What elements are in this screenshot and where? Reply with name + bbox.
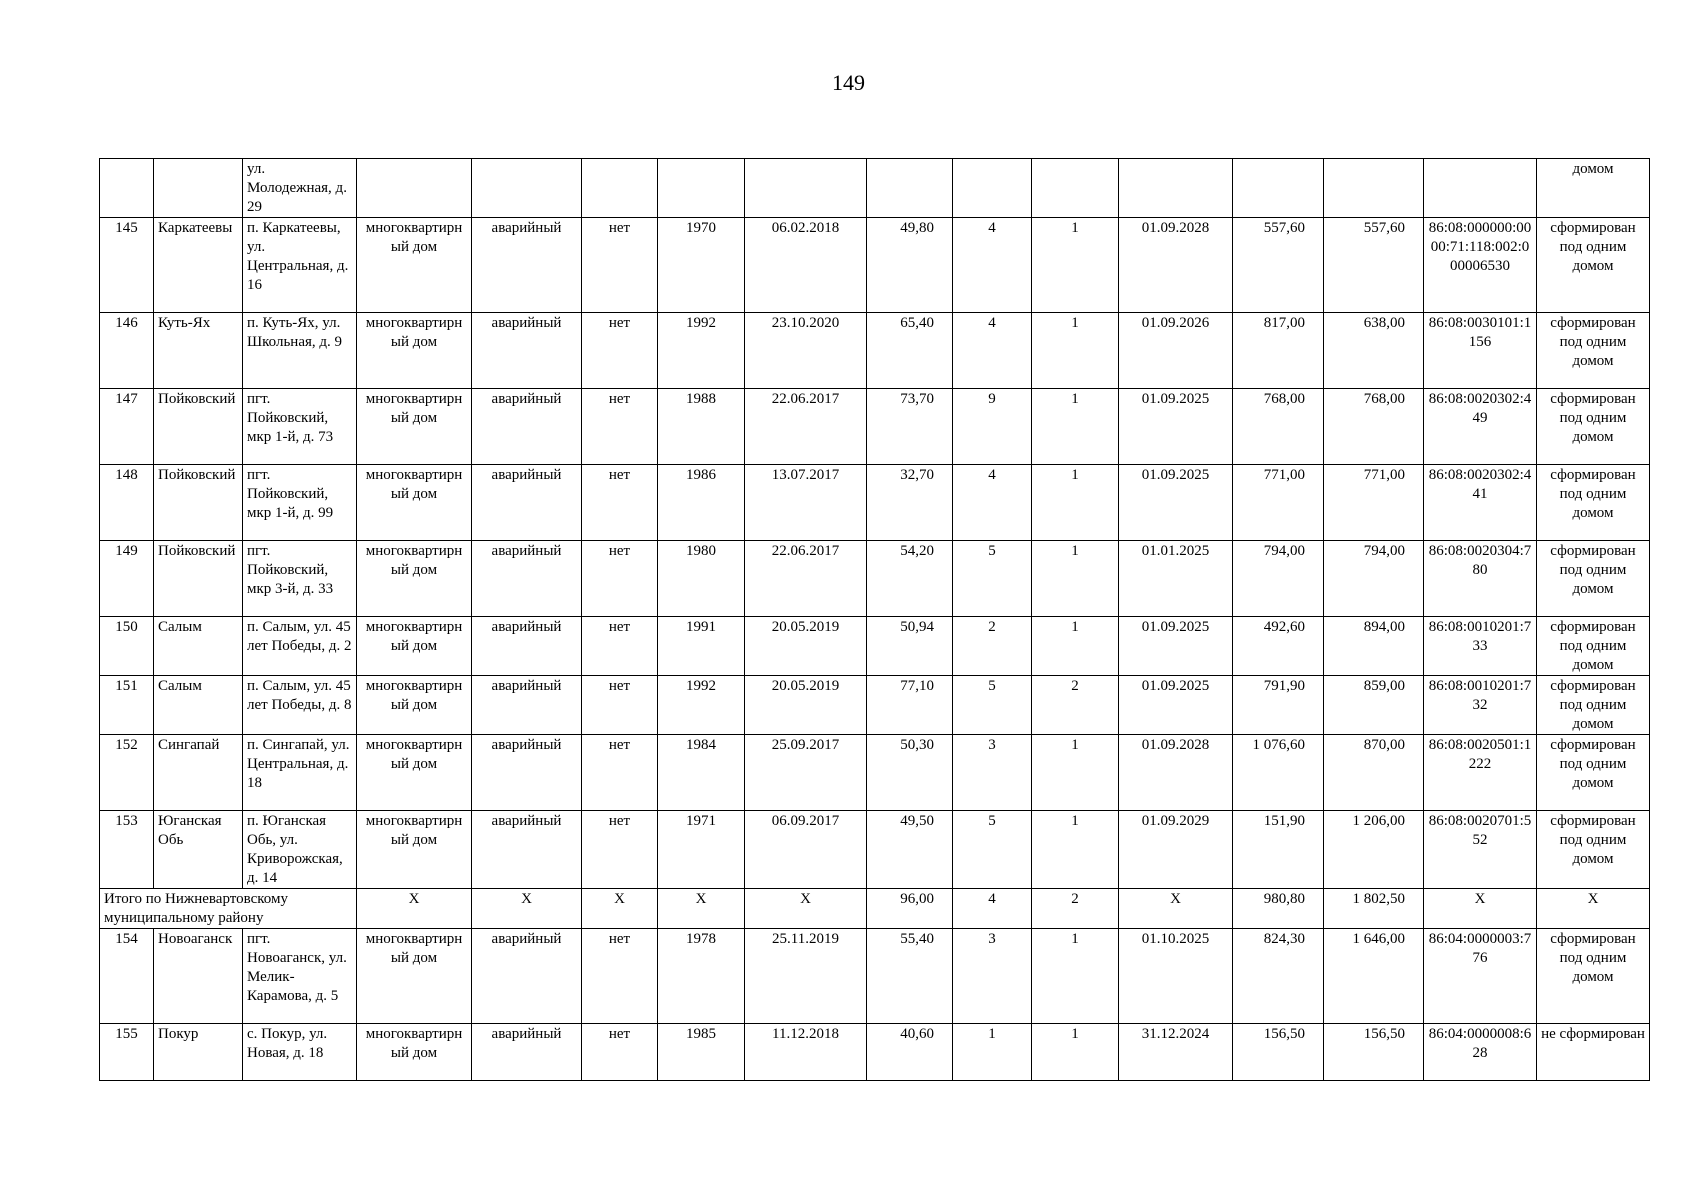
table-row: [100, 1024, 1650, 1081]
status-cell: сформирован под одним домом: [1537, 218, 1650, 313]
row-number-cell: 152: [100, 735, 154, 811]
value-cell: 1 206,00: [1324, 811, 1424, 889]
condition-cell: аварийный: [472, 735, 582, 811]
date-cell: 20.05.2019: [745, 676, 867, 735]
flag-cell: нет: [582, 811, 658, 889]
count-cell: 1: [953, 1024, 1032, 1081]
status-cell: не сформирован: [1537, 1024, 1650, 1081]
building-type-cell: многоквартирный дом: [357, 389, 472, 465]
total-status-cell: X: [1537, 889, 1650, 929]
condition-cell: аварийный: [472, 811, 582, 889]
plan-date-cell: 01.09.2025: [1119, 617, 1233, 676]
plan-date-cell: 01.01.2025: [1119, 541, 1233, 617]
row-number-cell: 145: [100, 218, 154, 313]
row-number-cell: 148: [100, 465, 154, 541]
total-count-cell: 4: [953, 889, 1032, 929]
count-cell: 4: [953, 313, 1032, 389]
address-cell: п. Куть-Ях, ул. Школьная, д. 9: [243, 313, 357, 389]
year-cell: 1978: [658, 929, 745, 1024]
cadastre-cell: 86:08:0020302:449: [1424, 389, 1537, 465]
table-row: [100, 389, 1650, 465]
count-cell: 4: [953, 465, 1032, 541]
building-type-cell: многоквартирный дом: [357, 313, 472, 389]
count-cell: 1: [1032, 1024, 1119, 1081]
status-cell: сформирован под одним домом: [1537, 389, 1650, 465]
count-cell: 1: [1032, 617, 1119, 676]
address-cell: п. Салым, ул. 45 лет Победы, д. 8: [243, 676, 357, 735]
condition-cell: аварийный: [472, 617, 582, 676]
table-row: [100, 313, 1650, 389]
total-type-cell: X: [357, 889, 472, 929]
flag-cell: нет: [582, 676, 658, 735]
table-row: [100, 811, 1650, 889]
settlement-cell: Куть-Ях: [154, 313, 243, 389]
table-row: [100, 929, 1650, 1024]
count-cell: 1: [1032, 735, 1119, 811]
year-cell: 1988: [658, 389, 745, 465]
total-condition-cell: X: [472, 889, 582, 929]
flag-cell: нет: [582, 541, 658, 617]
date-cell: 22.06.2017: [745, 389, 867, 465]
year-cell: 1980: [658, 541, 745, 617]
flag-cell: нет: [582, 617, 658, 676]
flag-cell: нет: [582, 389, 658, 465]
value-cell: 638,00: [1324, 313, 1424, 389]
cadastre-cell: 86:08:000000:0000:71:118:002:000006530: [1424, 218, 1537, 313]
total-value-cell: 980,80: [1233, 889, 1324, 929]
year-cell: 1992: [658, 676, 745, 735]
area-cell: 50,30: [867, 735, 953, 811]
condition-cell: аварийный: [472, 218, 582, 313]
total-cadastre-cell: X: [1424, 889, 1537, 929]
count-cell: 1: [1032, 465, 1119, 541]
cadastre-cell: 86:08:0030101:1156: [1424, 313, 1537, 389]
area-cell: 55,40: [867, 929, 953, 1024]
flag-cell: нет: [582, 929, 658, 1024]
count-cell: 2: [1032, 676, 1119, 735]
status-cell: сформирован под одним домом: [1537, 811, 1650, 889]
value-cell: 771,00: [1233, 465, 1324, 541]
area-cell: 40,60: [867, 1024, 953, 1081]
total-count-cell: 2: [1032, 889, 1119, 929]
page-number: 149: [832, 70, 865, 95]
row-number-cell: 149: [100, 541, 154, 617]
year-cell: 1986: [658, 465, 745, 541]
settlement-cell: Пойковский: [154, 465, 243, 541]
flag-cell: нет: [582, 1024, 658, 1081]
total-label-cell: Итого по Нижневартовскому муниципальному району: [100, 889, 357, 929]
plan-date-cell: 31.12.2024: [1119, 1024, 1233, 1081]
count-cell: 1: [1032, 929, 1119, 1024]
plan-date-cell: 01.09.2028: [1119, 218, 1233, 313]
settlement-cell: Новоаганск: [154, 929, 243, 1024]
value-cell: 771,00: [1324, 465, 1424, 541]
year-cell: 1991: [658, 617, 745, 676]
date-cell: 25.09.2017: [745, 735, 867, 811]
address-cell: с. Покур, ул. Новая, д. 18: [243, 1024, 357, 1081]
count-cell: 1: [1032, 811, 1119, 889]
settlement-cell: Каркатеевы: [154, 218, 243, 313]
address-cell: пгт. Пойковский, мкр 1-й, д. 99: [243, 465, 357, 541]
address-cell: пгт. Новоаганск, ул. Мелик-Карамова, д. 5: [243, 929, 357, 1024]
cadastre-cell: 86:08:0020302:441: [1424, 465, 1537, 541]
address-cell: п. Каркатеевы, ул. Центральная, д. 16: [243, 218, 357, 313]
total-date-cell: X: [745, 889, 867, 929]
plan-date-cell: 01.09.2025: [1119, 676, 1233, 735]
area-cell: 50,94: [867, 617, 953, 676]
value-cell: 894,00: [1324, 617, 1424, 676]
date-cell: 11.12.2018: [745, 1024, 867, 1081]
area-cell: 49,80: [867, 218, 953, 313]
condition-cell: аварийный: [472, 389, 582, 465]
plan-date-cell: 01.09.2025: [1119, 465, 1233, 541]
date-cell: 06.02.2018: [745, 218, 867, 313]
value-cell: 1 076,60: [1233, 735, 1324, 811]
building-type-cell: многоквартирный дом: [357, 1024, 472, 1081]
count-cell: 1: [1032, 313, 1119, 389]
count-cell: 9: [953, 389, 1032, 465]
housing-registry-table: [99, 158, 1650, 1081]
area-cell: 32,70: [867, 465, 953, 541]
cadastre-cell: 86:08:0020501:1222: [1424, 735, 1537, 811]
value-cell: 870,00: [1324, 735, 1424, 811]
area-cell: 49,50: [867, 811, 953, 889]
count-cell: 3: [953, 929, 1032, 1024]
settlement-cell: Пойковский: [154, 389, 243, 465]
value-cell: 859,00: [1324, 676, 1424, 735]
total-row: [100, 889, 1650, 929]
table-row: [100, 735, 1650, 811]
status-cell: сформирован под одним домом: [1537, 735, 1650, 811]
status-cell: сформирован под одним домом: [1537, 541, 1650, 617]
date-cell: 13.07.2017: [745, 465, 867, 541]
flag-cell: нет: [582, 313, 658, 389]
settlement-cell: Сингапай: [154, 735, 243, 811]
total-year-cell: X: [658, 889, 745, 929]
row-number-cell: 155: [100, 1024, 154, 1081]
count-cell: 1: [1032, 541, 1119, 617]
cadastre-cell: 86:08:0020304:780: [1424, 541, 1537, 617]
address-cell: ул. Молодежная, д. 29: [243, 159, 357, 218]
total-value-cell: 1 802,50: [1324, 889, 1424, 929]
address-cell: п. Юганская Обь, ул. Криворожская, д. 14: [243, 811, 357, 889]
table-row: [100, 465, 1650, 541]
area-cell: 65,40: [867, 313, 953, 389]
table-row: [100, 159, 1650, 218]
cadastre-cell: 86:04:0000003:776: [1424, 929, 1537, 1024]
flag-cell: нет: [582, 465, 658, 541]
cadastre-cell: 86:08:0010201:732: [1424, 676, 1537, 735]
value-cell: 1 646,00: [1324, 929, 1424, 1024]
plan-date-cell: 01.09.2025: [1119, 389, 1233, 465]
settlement-cell: Покур: [154, 1024, 243, 1081]
count-cell: 3: [953, 735, 1032, 811]
row-number-cell: 151: [100, 676, 154, 735]
address-cell: пгт. Пойковский, мкр 3-й, д. 33: [243, 541, 357, 617]
date-cell: 20.05.2019: [745, 617, 867, 676]
year-cell: 1970: [658, 218, 745, 313]
area-cell: 77,10: [867, 676, 953, 735]
condition-cell: аварийный: [472, 929, 582, 1024]
building-type-cell: многоквартирный дом: [357, 465, 472, 541]
settlement-cell: Салым: [154, 676, 243, 735]
condition-cell: аварийный: [472, 541, 582, 617]
date-cell: 25.11.2019: [745, 929, 867, 1024]
plan-date-cell: 01.09.2026: [1119, 313, 1233, 389]
plan-date-cell: 01.09.2028: [1119, 735, 1233, 811]
building-type-cell: многоквартирный дом: [357, 811, 472, 889]
area-cell: 73,70: [867, 389, 953, 465]
cadastre-cell: 86:04:0000008:628: [1424, 1024, 1537, 1081]
value-cell: 768,00: [1233, 389, 1324, 465]
plan-date-cell: 01.09.2029: [1119, 811, 1233, 889]
building-type-cell: многоквартирный дом: [357, 541, 472, 617]
condition-cell: аварийный: [472, 676, 582, 735]
value-cell: 557,60: [1324, 218, 1424, 313]
condition-cell: аварийный: [472, 313, 582, 389]
row-number-cell: 147: [100, 389, 154, 465]
value-cell: 817,00: [1233, 313, 1324, 389]
table-row: [100, 617, 1650, 676]
value-cell: 794,00: [1233, 541, 1324, 617]
status-cell: сформирован под одним домом: [1537, 465, 1650, 541]
building-type-cell: многоквартирный дом: [357, 735, 472, 811]
count-cell: 4: [953, 218, 1032, 313]
table-row: [100, 218, 1650, 313]
cadastre-cell: 86:08:0020701:552: [1424, 811, 1537, 889]
table-row: [100, 541, 1650, 617]
count-cell: 5: [953, 541, 1032, 617]
count-cell: 2: [953, 617, 1032, 676]
count-cell: 5: [953, 676, 1032, 735]
value-cell: 768,00: [1324, 389, 1424, 465]
table-row: [100, 676, 1650, 735]
value-cell: 791,90: [1233, 676, 1324, 735]
value-cell: 151,90: [1233, 811, 1324, 889]
building-type-cell: многоквартирный дом: [357, 929, 472, 1024]
status-cell: сформирован под одним домом: [1537, 676, 1650, 735]
value-cell: 156,50: [1233, 1024, 1324, 1081]
row-number-cell: 146: [100, 313, 154, 389]
status-cell: сформирован под одним домом: [1537, 617, 1650, 676]
value-cell: 794,00: [1324, 541, 1424, 617]
address-cell: пгт. Пойковский, мкр 1-й, д. 73: [243, 389, 357, 465]
settlement-cell: Пойковский: [154, 541, 243, 617]
row-number-cell: 153: [100, 811, 154, 889]
value-cell: 156,50: [1324, 1024, 1424, 1081]
year-cell: 1992: [658, 313, 745, 389]
flag-cell: нет: [582, 735, 658, 811]
status-cell: сформирован под одним домом: [1537, 313, 1650, 389]
row-number-cell: 154: [100, 929, 154, 1024]
value-cell: 557,60: [1233, 218, 1324, 313]
building-type-cell: многоквартирный дом: [357, 617, 472, 676]
date-cell: 22.06.2017: [745, 541, 867, 617]
plan-date-cell: 01.10.2025: [1119, 929, 1233, 1024]
address-cell: п. Сингапай, ул. Центральная, д. 18: [243, 735, 357, 811]
year-cell: 1985: [658, 1024, 745, 1081]
area-cell: 54,20: [867, 541, 953, 617]
value-cell: 492,60: [1233, 617, 1324, 676]
count-cell: 1: [1032, 218, 1119, 313]
condition-cell: аварийный: [472, 465, 582, 541]
address-cell: п. Салым, ул. 45 лет Победы, д. 2: [243, 617, 357, 676]
building-type-cell: многоквартирный дом: [357, 676, 472, 735]
status-cell: домом: [1537, 159, 1650, 218]
total-flag-cell: X: [582, 889, 658, 929]
cadastre-cell: 86:08:0010201:733: [1424, 617, 1537, 676]
total-area-cell: 96,00: [867, 889, 953, 929]
value-cell: 824,30: [1233, 929, 1324, 1024]
status-cell: сформирован под одним домом: [1537, 929, 1650, 1024]
settlement-cell: Салым: [154, 617, 243, 676]
settlement-cell: Юганская Обь: [154, 811, 243, 889]
count-cell: 1: [1032, 389, 1119, 465]
row-number-cell: 150: [100, 617, 154, 676]
year-cell: 1971: [658, 811, 745, 889]
date-cell: 06.09.2017: [745, 811, 867, 889]
building-type-cell: многоквартирный дом: [357, 218, 472, 313]
flag-cell: нет: [582, 218, 658, 313]
total-plan-date-cell: X: [1119, 889, 1233, 929]
year-cell: 1984: [658, 735, 745, 811]
condition-cell: аварийный: [472, 1024, 582, 1081]
count-cell: 5: [953, 811, 1032, 889]
date-cell: 23.10.2020: [745, 313, 867, 389]
